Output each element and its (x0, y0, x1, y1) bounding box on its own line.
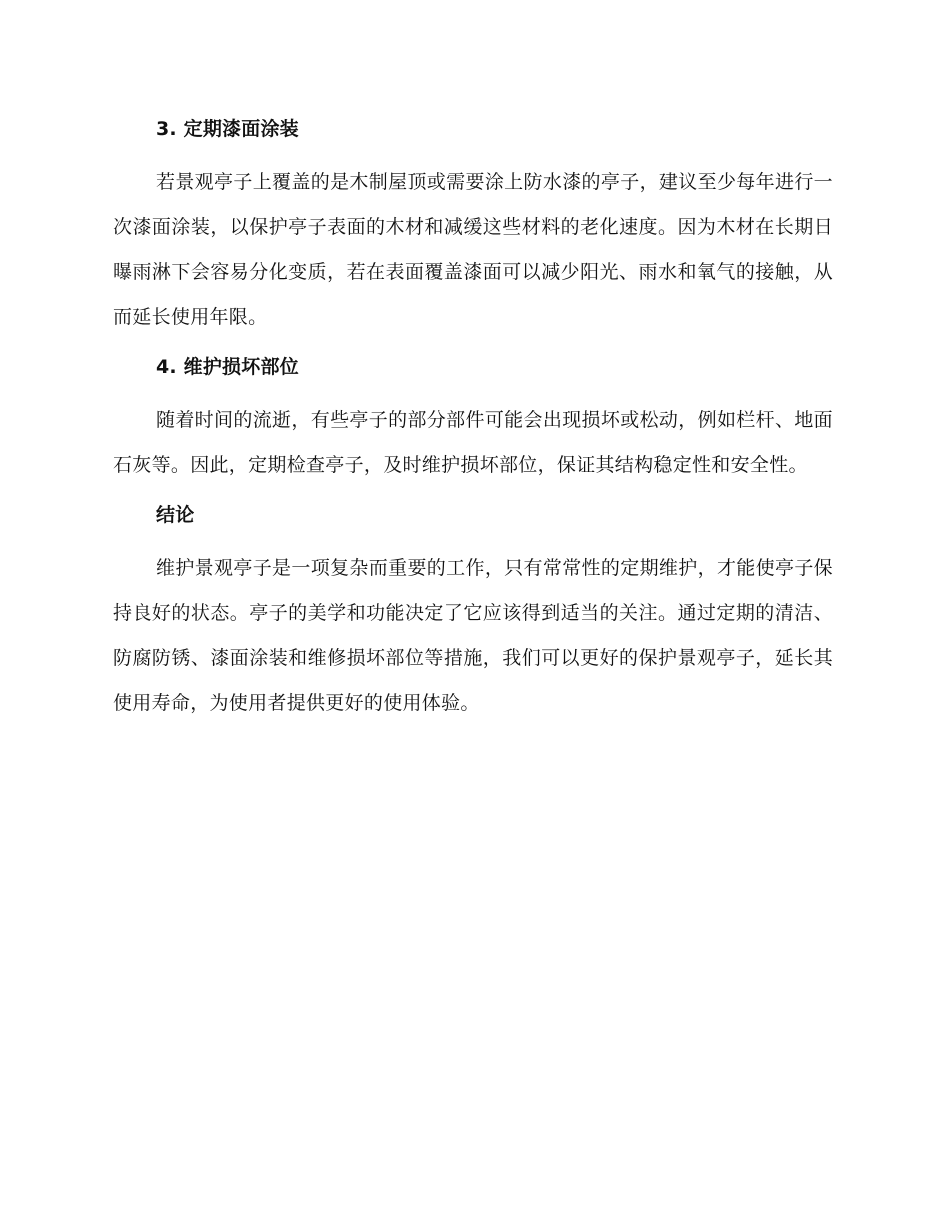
section-heading-paint-coating: 3. 定期漆面涂装 (156, 118, 299, 140)
section-paragraph-paint-coating: 若景观亭子上覆盖的是木制屋顶或需要涂上防水漆的亭子，建议至少每年进行一次漆面涂装，以保护亭子表面的木材和减缓这些材料的老化速度。因为木材在长期日曝雨淋下会容易分化变质，若在表面覆盖漆面可以减少阳光、雨水和氧气的接触，从而延长使用年限。 (113, 171, 833, 328)
section-paragraph-conclusion: 维护景观亭子是一项复杂而重要的工作，只有常常性的定期维护，才能使亭子保持良好的状态。亭子的美学和功能决定了它应该得到适当的关注。通过定期的清洁、防腐防锈、漆面涂装和维修损坏部位等措施，我们可以更好的保护景观亭子，延长其使用寿命，为使用者提供更好的使用体验。 (113, 557, 833, 714)
section-heading-conclusion: 结论 (156, 504, 195, 526)
section-heading-repair-damage: 4. 维护损坏部位 (156, 356, 299, 378)
section-paragraph-repair-damage: 随着时间的流逝，有些亭子的部分部件可能会出现损坏或松动，例如栏杆、地面石灰等。因此，定期检查亭子，及时维护损坏部位，保证其结构稳定性和安全性。 (113, 409, 833, 476)
document-body (113, 112, 833, 726)
